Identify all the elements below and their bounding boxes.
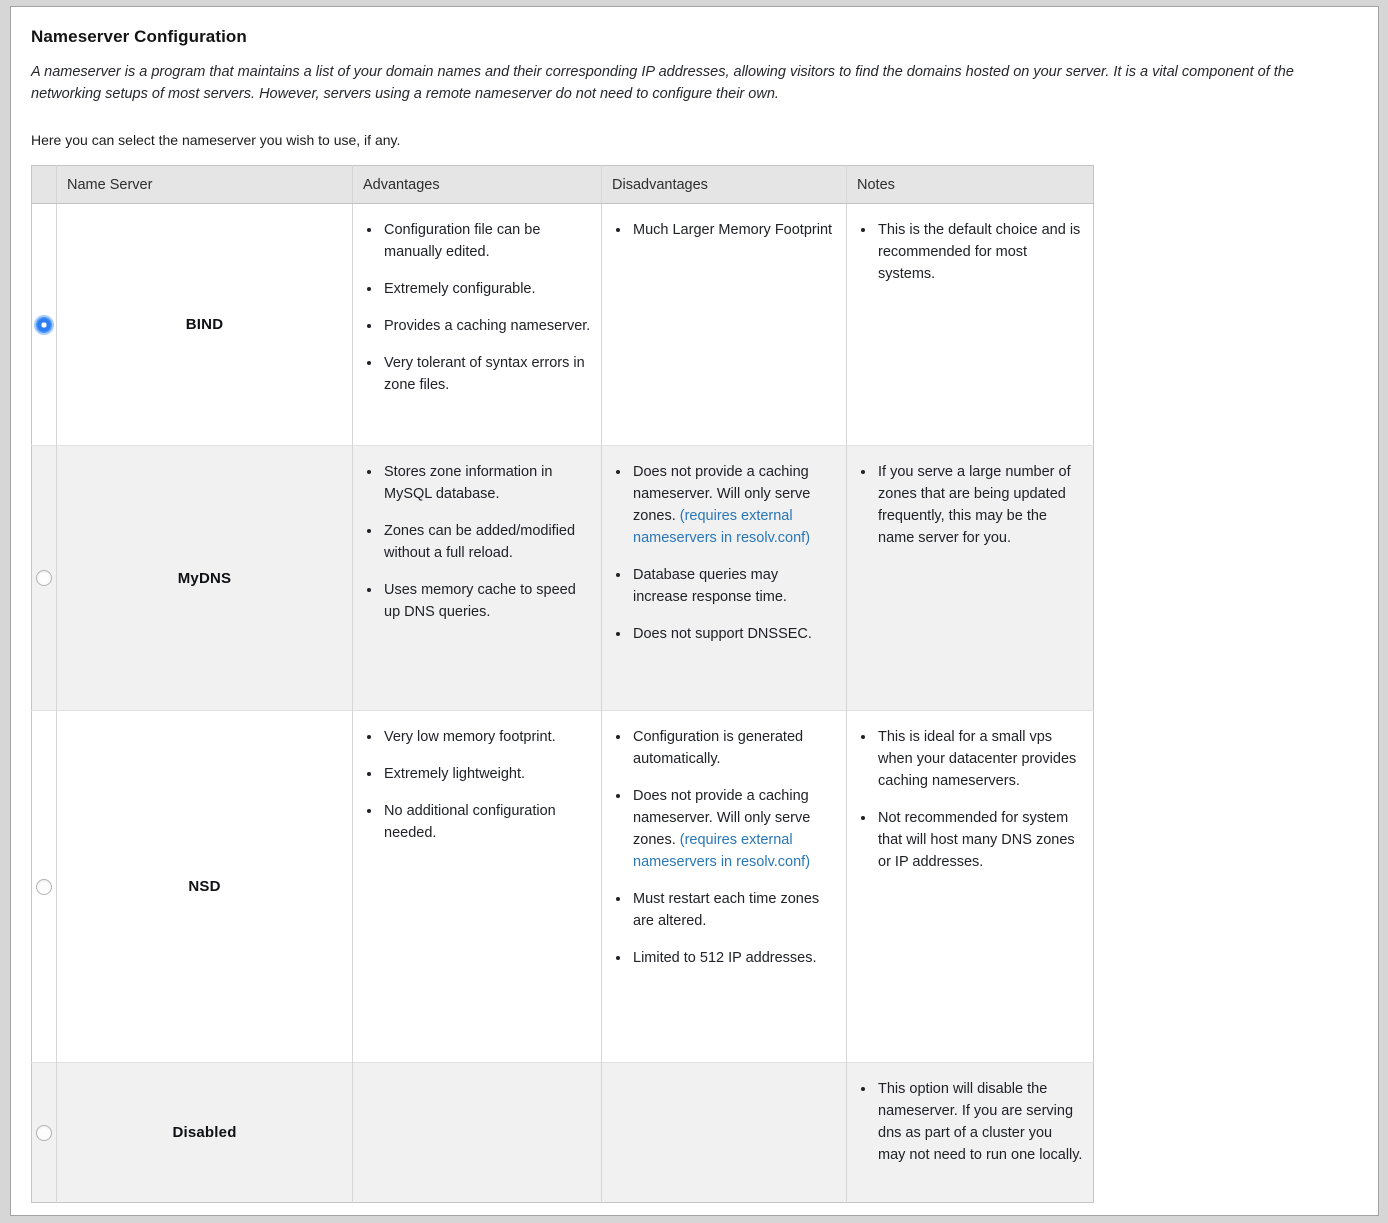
- nameserver-row: [32, 204, 1094, 446]
- radio-column-header: [32, 166, 57, 204]
- bullet-item: • This option will disable the nameserver. If you are serving dns as part of a cluster you may not need to run one locally.: [876, 1078, 1083, 1166]
- nameserver-row: [32, 1063, 1094, 1203]
- bullet-item: • Extremely configurable.: [382, 278, 591, 300]
- bullet-item: • No additional configuration needed.: [382, 800, 591, 844]
- disadvantages-cell: [602, 711, 847, 1063]
- advantages-list: [361, 726, 591, 844]
- col-header-name-server: Name Server: [57, 166, 353, 204]
- bullet-item: • Stores zone information in MySQL database.: [382, 461, 591, 505]
- bullet-item: • Must restart each time zones are altered.: [631, 888, 836, 932]
- disadvantages-cell: [602, 204, 847, 446]
- col-header-advantages: Advantages: [353, 166, 602, 204]
- resolv-conf-link[interactable]: (requires external nameservers in resolv.conf): [633, 832, 811, 870]
- disadvantages-cell: [602, 446, 847, 711]
- nameserver-radio-nsd[interactable]: [36, 879, 52, 895]
- notes-cell: [847, 711, 1094, 1063]
- select-instruction: Here you can select the nameserver you wish to use, if any.: [31, 132, 401, 148]
- bullet-item: • This is the default choice and is recommended for most systems.: [876, 219, 1083, 285]
- advantages-cell: [353, 1063, 602, 1203]
- bullet-item: • Extremely lightweight.: [382, 763, 591, 785]
- nameserver-description: A nameserver is a program that maintains a list of your domain names and their corresponding IP addresses, allowing visitors to find the domains hosted on your server. It is a vital component of the networking setups of most servers. However, servers using a remote nameserver do not need to configure their own.: [31, 64, 1294, 102]
- nameserver-name: Disabled: [57, 1063, 353, 1203]
- bullet-item: • Very low memory footprint.: [382, 726, 591, 748]
- notes-cell: [847, 1063, 1094, 1203]
- bullet-item: • Uses memory cache to speed up DNS queries.: [382, 579, 591, 623]
- col-header-notes: Notes: [847, 166, 1094, 204]
- nameserver-table: [31, 165, 1094, 1203]
- advantages-list: [361, 219, 591, 396]
- notes-list: [855, 1078, 1083, 1166]
- bullet-item: • Database queries may increase response time.: [631, 564, 836, 608]
- advantages-cell: [353, 446, 602, 711]
- page-title: Nameserver Configuration: [31, 27, 247, 46]
- nameserver-radio-disabled[interactable]: [36, 1125, 52, 1141]
- radio-cell: [32, 446, 57, 711]
- col-header-disadvantages: Disadvantages: [602, 166, 847, 204]
- disadvantages-list: [610, 219, 836, 241]
- bullet-item: • Provides a caching nameserver.: [382, 315, 591, 337]
- advantages-list: [361, 461, 591, 623]
- nameserver-config-panel: [10, 6, 1379, 1216]
- bullet-item: • If you serve a large number of zones that are being updated frequently, this may be the name server for you.: [876, 461, 1083, 549]
- nameserver-name: NSD: [57, 711, 353, 1063]
- notes-list: [855, 461, 1083, 549]
- bullet-item: • Much Larger Memory Footprint: [631, 219, 836, 241]
- nameserver-row: [32, 711, 1094, 1063]
- advantages-cell: [353, 204, 602, 446]
- nameserver-name: MyDNS: [57, 446, 353, 711]
- notes-cell: [847, 446, 1094, 711]
- bullet-item: • Does not support DNSSEC.: [631, 623, 836, 645]
- disadvantages-list: [610, 726, 836, 969]
- notes-cell: [847, 204, 1094, 446]
- nameserver-radio-mydns[interactable]: [36, 570, 52, 586]
- disadvantages-cell: [602, 1063, 847, 1203]
- bullet-item: • Configuration is generated automatically.: [631, 726, 836, 770]
- advantages-cell: [353, 711, 602, 1063]
- radio-cell: [32, 204, 57, 446]
- bullet-item: • Does not provide a caching nameserver. Will only serve zones. (requires external nameservers in resolv.conf): [631, 785, 836, 873]
- nameserver-name: BIND: [57, 204, 353, 446]
- table-header-row: [32, 166, 1094, 204]
- notes-list: [855, 726, 1083, 873]
- nameserver-row: [32, 446, 1094, 711]
- radio-cell: [32, 711, 57, 1063]
- radio-cell: [32, 1063, 57, 1203]
- nameserver-radio-bind[interactable]: [33, 314, 55, 336]
- bullet-item: • Not recommended for system that will host many DNS zones or IP addresses.: [876, 807, 1083, 873]
- bullet-item: • Does not provide a caching nameserver. Will only serve zones. (requires external nameservers in resolv.conf): [631, 461, 836, 549]
- disadvantages-list: [610, 461, 836, 645]
- notes-list: [855, 219, 1083, 285]
- bullet-item: • This is ideal for a small vps when your datacenter provides caching nameservers.: [876, 726, 1083, 792]
- bullet-item: • Limited to 512 IP addresses.: [631, 947, 836, 969]
- bullet-item: • Configuration file can be manually edited.: [382, 219, 591, 263]
- bullet-item: • Very tolerant of syntax errors in zone files.: [382, 352, 591, 396]
- bullet-item: • Zones can be added/modified without a full reload.: [382, 520, 591, 564]
- resolv-conf-link[interactable]: (requires external nameservers in resolv.conf): [633, 508, 811, 546]
